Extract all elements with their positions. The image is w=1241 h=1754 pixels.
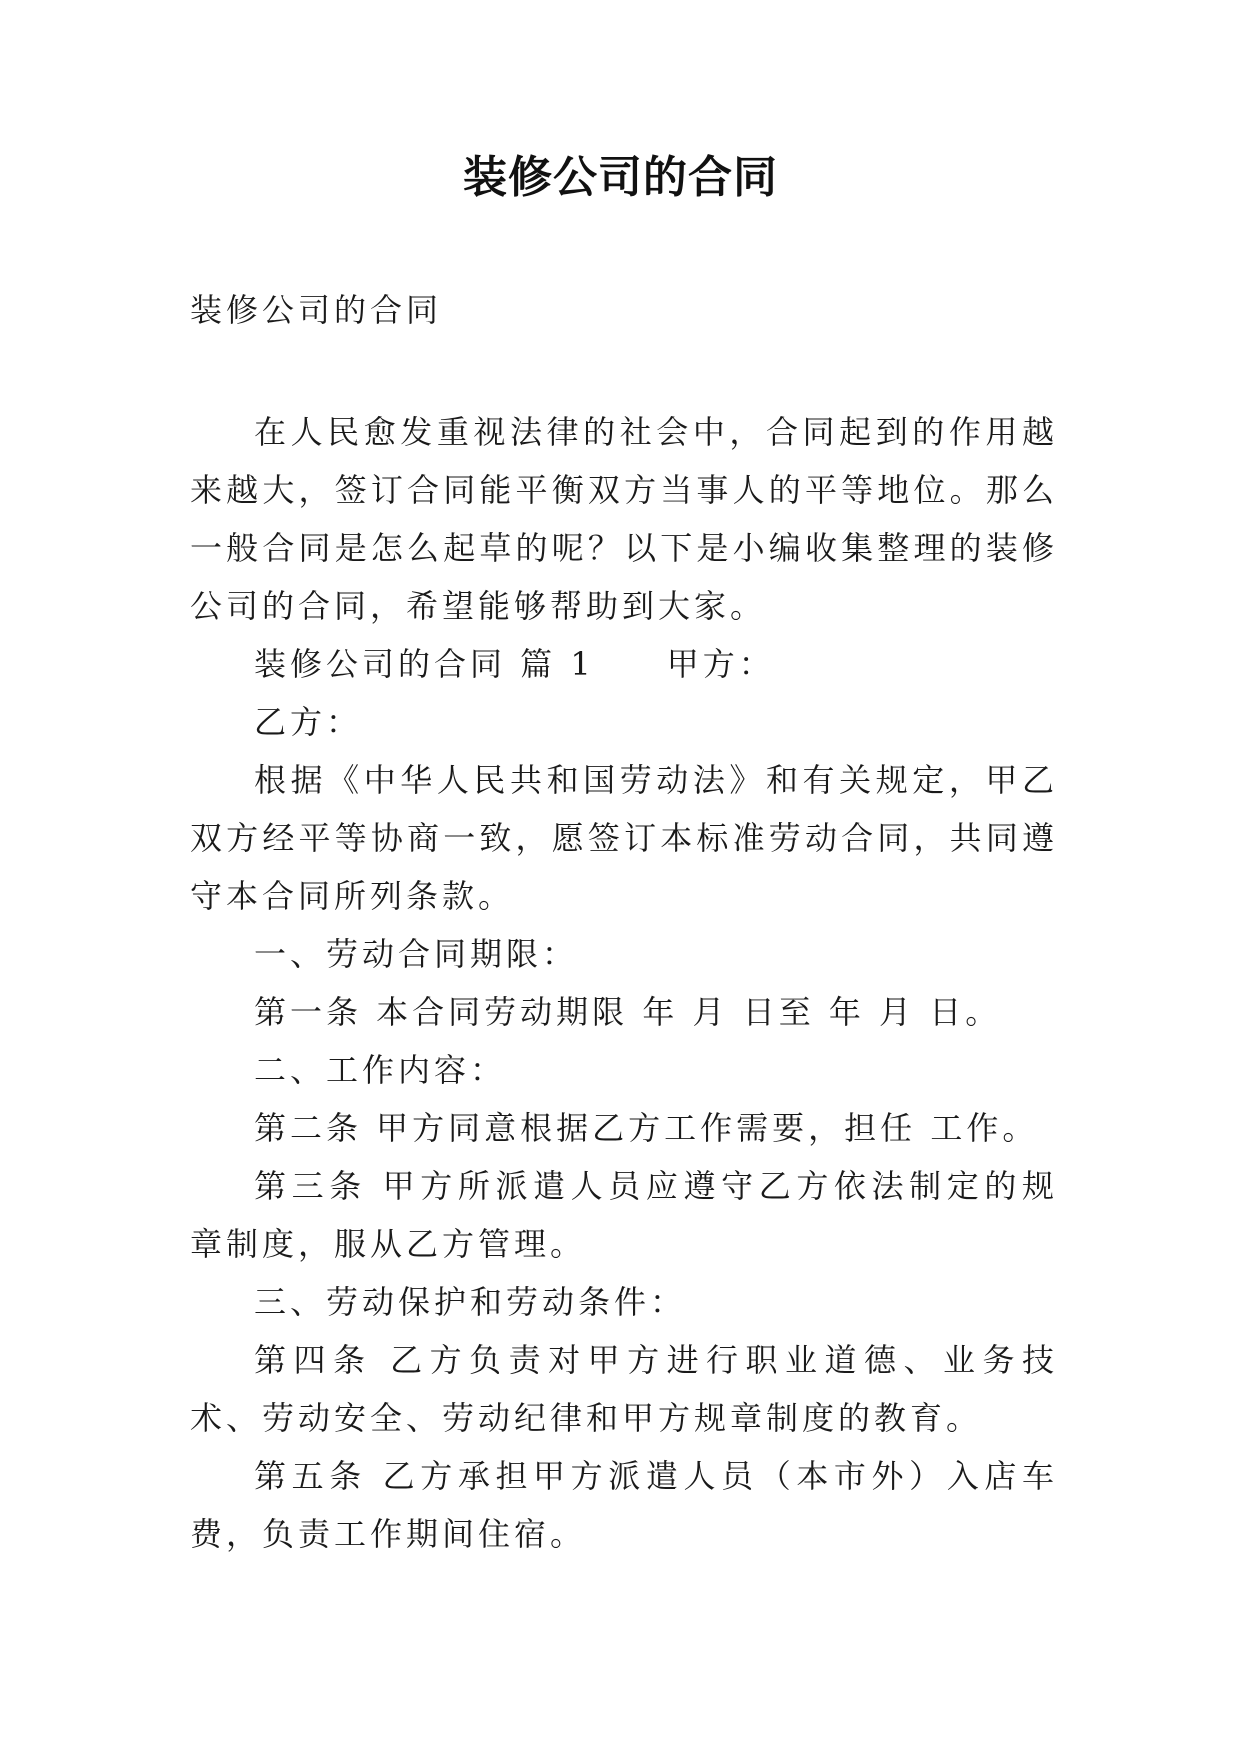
document-title: 装修公司的合同 <box>463 152 778 203</box>
section-heading-work-content: 二、工作内容： <box>254 1051 507 1089</box>
document-subtitle: 装修公司的合同 <box>190 291 443 329</box>
article-5: 第五条 乙方承担甲方派遣人员（本市外）入店车费，负责工作期间住宿。 <box>190 1457 1058 1553</box>
document-body <box>190 403 1058 1563</box>
article-4: 第四条 乙方负责对甲方进行职业道德、业务技术、劳动安全、劳动纪律和甲方规章制度的教育。 <box>190 1341 1058 1437</box>
section-heading-labor-protection: 三、劳动保护和劳动条件： <box>254 1283 687 1321</box>
party-b-line: 乙方： <box>254 703 363 741</box>
article-1: 第一条 本合同劳动期限 年 月 日至 年 月 日。 <box>254 993 1002 1031</box>
article-3: 第三条 甲方所派遣人员应遵守乙方依法制定的规章制度，服从乙方管理。 <box>190 1167 1058 1263</box>
section-heading-term: 一、劳动合同期限： <box>254 935 579 973</box>
contract-heading-party-a: 装修公司的合同 篇 1 甲方： <box>254 645 775 683</box>
intro-paragraph: 在人民愈发重视法律的社会中，合同起到的作用越来越大，签订合同能平衡双方当事人的平等地位。那么一般合同是怎么起草的呢？以下是小编收集整理的装修公司的合同，希望能够帮助到大家。 <box>190 413 1058 625</box>
legal-basis-paragraph: 根据《中华人民共和国劳动法》和有关规定，甲乙双方经平等协商一致，愿签订本标准劳动合同，共同遵守本合同所列条款。 <box>190 761 1058 915</box>
article-2: 第二条 甲方同意根据乙方工作需要，担任 工作。 <box>254 1109 1039 1147</box>
